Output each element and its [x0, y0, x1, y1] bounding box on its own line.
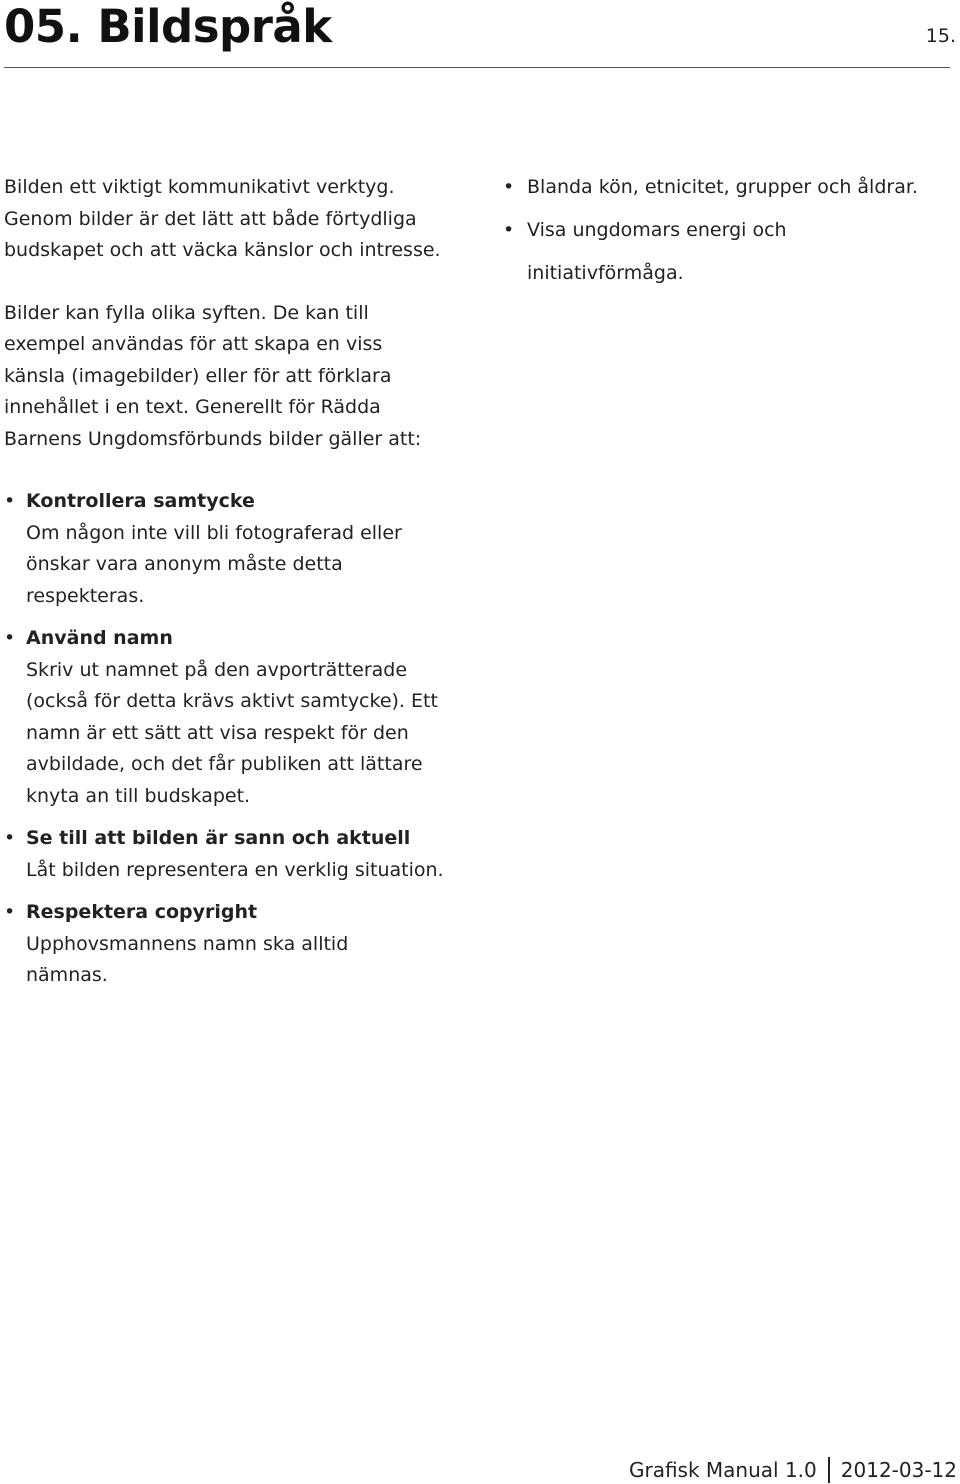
rule-text: Om någon inte vill bli fotograferad eller önskar vara anonym måste detta respekteras.	[26, 521, 402, 607]
left-column	[4, 172, 474, 1003]
list-item	[4, 897, 426, 992]
right-column	[503, 172, 953, 295]
bullet-icon: •	[4, 627, 16, 649]
page-number: 15.	[925, 25, 956, 47]
footer-manual: Grafisk Manual 1.0	[628, 1458, 817, 1482]
page-title: 05. Bildspråk	[4, 0, 332, 53]
intro-paragraph: Bilden ett viktigt kommunikativt verktyg. Genom bilder är det lätt att både förtydliga budskapet och att väcka känslor och intresse.	[4, 176, 441, 261]
header-divider	[4, 67, 950, 68]
rule-text: Skriv ut namnet på den avporträtterade (också för detta krävs aktivt samtycke). Ett namn är ett sätt att visa respekt för den avbildade, och det får publiken att lättare knyta an till budskapet.	[26, 658, 438, 807]
bullet-text: Visa ungdomars energi och initiativförmåga.	[527, 219, 787, 284]
list-item	[4, 623, 446, 812]
rules-list	[4, 486, 474, 992]
footer-divider	[828, 1457, 830, 1483]
rule-title: Se till att bilden är sann och aktuell	[26, 827, 411, 849]
list-item	[503, 172, 953, 203]
bullet-icon: •	[4, 901, 16, 923]
rule-title: Kontrollera samtycke	[26, 490, 255, 512]
bullet-icon: •	[503, 219, 515, 241]
footer	[629, 1457, 957, 1483]
rule-text: Upphovsmannens namn ska alltid nämnas.	[26, 932, 349, 986]
bullet-icon: •	[503, 176, 515, 198]
rule-title: Respektera copyright	[26, 901, 258, 923]
purpose-paragraph: Bilder kan fylla olika syften. De kan till exempel användas för att skapa en viss känsla (imagebilder) eller för att förklara innehållet i en text. Generellt för Rädda Barnens Ungdomsförbunds bilder gäller att:	[4, 301, 422, 450]
bullet-icon: •	[4, 490, 16, 512]
rule-text: Låt bilden representera en verklig situation.	[26, 858, 444, 881]
list-item	[4, 486, 426, 612]
list-item	[503, 209, 827, 295]
bullet-icon: •	[4, 827, 16, 849]
bullet-text: Blanda kön, etnicitet, grupper och åldrar.	[527, 176, 918, 198]
footer-date: 2012-03-12	[840, 1458, 957, 1482]
rule-title: Använd namn	[26, 627, 173, 649]
list-item	[4, 823, 446, 886]
